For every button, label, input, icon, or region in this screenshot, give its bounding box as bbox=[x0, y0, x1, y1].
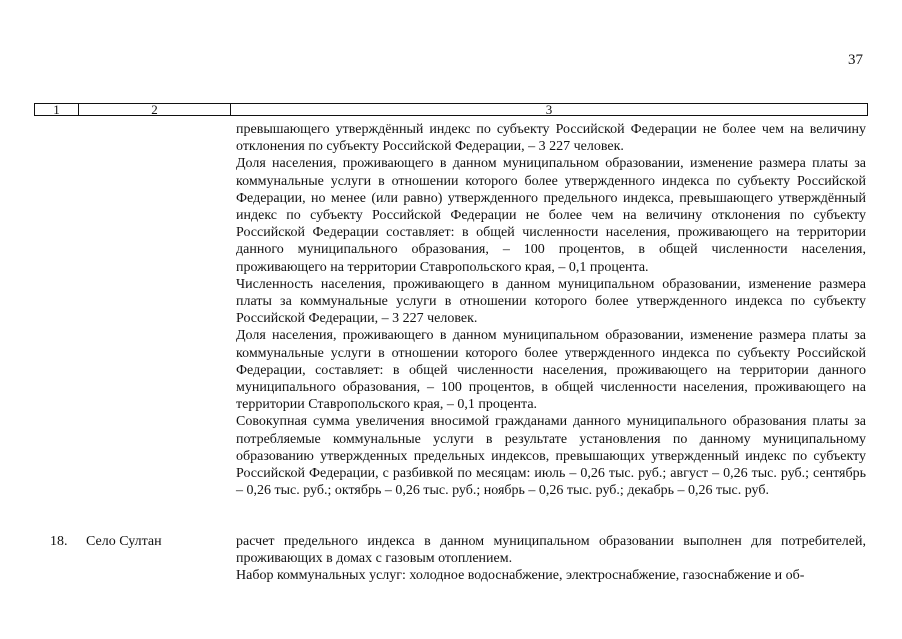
row-municipality-name: Село Султан bbox=[86, 534, 162, 549]
paragraph: Доля населения, проживающего в данном муниципальном образовании, изменение размера платы за коммунальные услуги в отношении которого более утвержденного индекса по субъекту Российской Федерации, составляет: в общей численности населения, проживающего на территории данного муниципального образования, – 100 процентов, в общей численности населения, проживающего на территории Ставропольского края, – 0,1 процента. bbox=[236, 328, 866, 413]
row-description-block bbox=[236, 533, 866, 585]
page-number: 37 bbox=[848, 52, 863, 68]
paragraph: Совокупная сумма увеличения вносимой гражданами данного муниципального образования платы за потребляемые коммунальные услуги в результате установления по данному муниципальному образованию утвержденных предельных индексов, превышающих утвержденный индекс по субъекту Российской Федерации, с разбивкой по месяцам: июль – 0,26 тыс. руб.; август – 0,26 тыс. руб.; сентябрь – 0,26 тыс. руб.; октябрь – 0,26 тыс. руб.; ноябрь – 0,26 тыс. руб.; декабрь – 0,26 тыс. руб. bbox=[236, 414, 866, 499]
paragraph: расчет предельного индекса в данном муниципальном образовании выполнен для потребителей, проживающих в домах с газовым отоплением. bbox=[236, 534, 866, 567]
paragraph: превышающего утверждённый индекс по субъекту Российской Федерации не более чем на величину отклонения по субъекту Российской Федерации, – 3 227 человек. bbox=[236, 122, 866, 155]
paragraph: Численность населения, проживающего в данном муниципальном образовании, изменение размера платы за коммунальные услуги в отношении которого более утвержденного индекса по субъекту Российской Федерации, – 3 227 человек. bbox=[236, 276, 866, 327]
paragraph: Набор коммунальных услуг: холодное водоснабжение, электроснабжение, газоснабжение и об- bbox=[236, 568, 805, 584]
header-col-1: 1 bbox=[35, 104, 79, 115]
row-number: 18. bbox=[50, 534, 68, 549]
table-header bbox=[34, 103, 868, 116]
header-col-3: 3 bbox=[545, 102, 553, 117]
continuation-text-block bbox=[236, 121, 866, 499]
header-col-2: 2 bbox=[79, 104, 231, 115]
paragraph: Доля населения, проживающего в данном муниципальном образовании, изменение размера платы за коммунальные услуги в отношении которого более утвержденного индекса по субъекту Российской Федерации, но менее (или равно) утвержденного предельного индекса, превышающего утверждённый индекс по субъекту Российской Федерации не более чем на величину отклонения по субъекту Российской Федерации составляет: в общей численности населения, проживающего на территории данного муниципального образования, – 100 процентов, в общей численности населения, проживающего на территории Ставропольского края, – 0,1 процента. bbox=[236, 156, 866, 275]
